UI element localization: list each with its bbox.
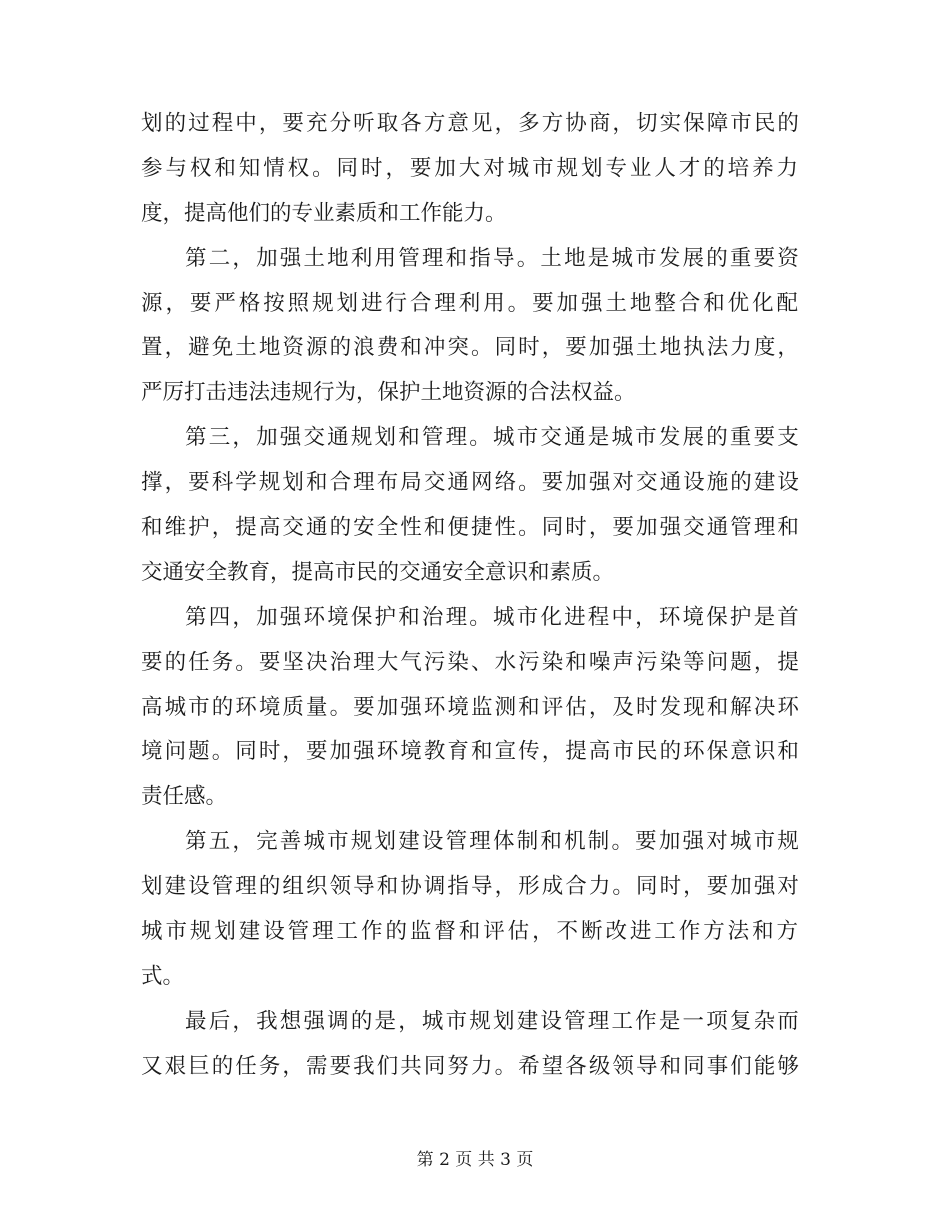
text-line: 参与权和知情权。同时，要加大对城市规划专业人才的培养力 — [141, 155, 801, 181]
paragraph-first-line: 第二，加强土地利用管理和指导。土地是城市发展的重要资 — [185, 245, 801, 271]
text-line: 划建设管理的组织领导和协调指导，形成合力。同时，要加强对 — [141, 874, 801, 900]
text-line: 严厉打击违法违规行为，保护土地资源的合法权益。 — [141, 380, 636, 406]
text-line: 境问题。同时，要加强环境教育和宣传，提高市民的环保意识和 — [141, 739, 801, 765]
text-line: 式。 — [141, 963, 185, 989]
paragraph-first-line: 第三，加强交通规划和管理。城市交通是城市发展的重要支 — [185, 425, 801, 451]
text-line: 高城市的环境质量。要加强环境监测和评估，及时发现和解决环 — [141, 694, 801, 720]
text-line: 度，提高他们的专业素质和工作能力。 — [141, 200, 507, 226]
text-line: 源，要严格按照规划进行合理利用。要加强土地整合和优化配 — [141, 290, 801, 316]
paragraph-first-line: 第四，加强环境保护和治理。城市化进程中，环境保护是首 — [185, 604, 801, 630]
text-line: 责任感。 — [141, 784, 228, 810]
text-line: 置，避免土地资源的浪费和冲突。同时，要加强土地执法力度， — [141, 335, 801, 361]
document-body — [141, 102, 801, 1090]
text-line: 要的任务。要坚决治理大气污染、水污染和噪声污染等问题，提 — [141, 649, 801, 675]
text-line: 划的过程中，要充分听取各方意见，多方协商，切实保障市民的 — [141, 111, 801, 136]
page-number-footer: 第 2 页 共 3 页 — [416, 1150, 534, 1170]
text-line: 又艰巨的任务，需要我们共同努力。希望各级领导和同事们能够 — [141, 1053, 801, 1079]
text-line: 城市规划建设管理工作的监督和评估，不断改进工作方法和方 — [141, 919, 801, 945]
text-line: 和维护，提高交通的安全性和便捷性。同时，要加强交通管理和 — [141, 515, 801, 541]
paragraph-first-line: 第五，完善城市规划建设管理体制和机制。要加强对城市规 — [185, 829, 801, 855]
paragraph-first-line: 最后，我想强调的是，城市规划建设管理工作是一项复杂而 — [185, 1008, 801, 1034]
text-line: 交通安全教育，提高市民的交通安全意识和素质。 — [141, 559, 615, 585]
text-line: 撑，要科学规划和合理布局交通网络。要加强对交通设施的建设 — [141, 470, 801, 496]
